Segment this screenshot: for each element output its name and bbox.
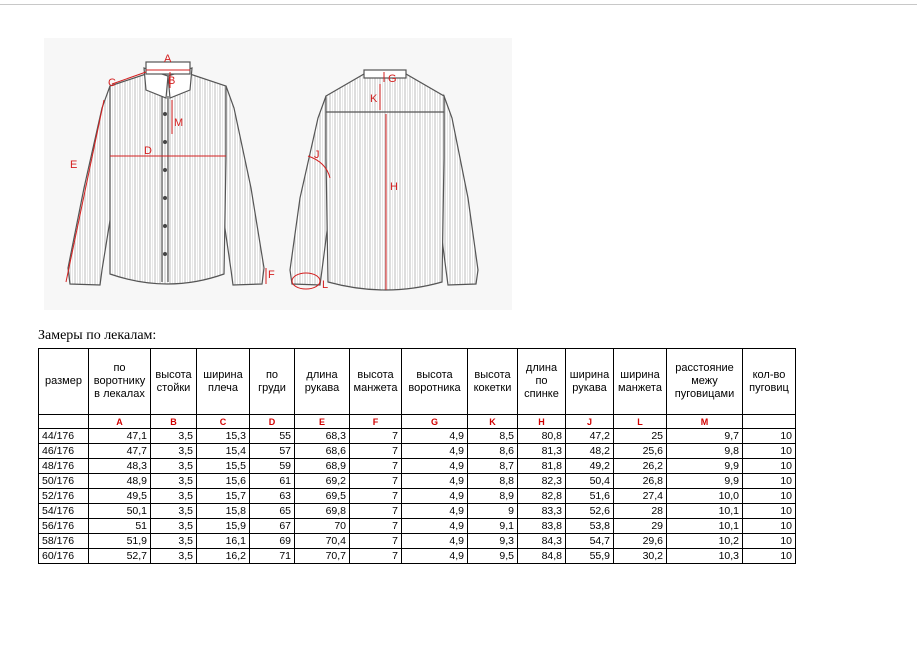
value-cell: 84,3 xyxy=(518,534,566,549)
value-cell: 59 xyxy=(250,459,295,474)
value-cell: 9,7 xyxy=(667,429,743,444)
value-cell: 27,4 xyxy=(614,489,667,504)
value-cell: 9,9 xyxy=(667,474,743,489)
value-cell: 70,4 xyxy=(295,534,350,549)
value-cell: 68,6 xyxy=(295,444,350,459)
value-cell: 69 xyxy=(250,534,295,549)
value-cell: 16,1 xyxy=(197,534,250,549)
value-cell: 3,5 xyxy=(151,459,197,474)
table-row xyxy=(39,474,796,489)
front-shirt xyxy=(68,62,264,285)
column-header: кол-во пуговиц xyxy=(743,349,796,415)
table-row xyxy=(39,519,796,534)
value-cell: 51 xyxy=(89,519,151,534)
value-cell: 81,8 xyxy=(518,459,566,474)
column-header: расстояние межу пуговицами xyxy=(667,349,743,415)
measurement-code: E xyxy=(295,415,350,429)
value-cell: 7 xyxy=(350,549,402,564)
table-row xyxy=(39,444,796,459)
back-shirt xyxy=(290,70,478,290)
value-cell: 15,4 xyxy=(197,444,250,459)
value-cell: 68,3 xyxy=(295,429,350,444)
value-cell: 4,9 xyxy=(402,549,468,564)
value-cell: 3,5 xyxy=(151,489,197,504)
value-cell: 3,5 xyxy=(151,504,197,519)
value-cell: 9,5 xyxy=(468,549,518,564)
value-cell: 3,5 xyxy=(151,444,197,459)
size-cell: 60/176 xyxy=(39,549,89,564)
svg-text:G: G xyxy=(388,73,397,85)
value-cell: 9 xyxy=(468,504,518,519)
value-cell: 63 xyxy=(250,489,295,504)
value-cell: 50,1 xyxy=(89,504,151,519)
column-header: высота кокетки xyxy=(468,349,518,415)
measurement-code: H xyxy=(518,415,566,429)
value-cell: 4,9 xyxy=(402,504,468,519)
measurement-code xyxy=(743,415,796,429)
measurement-code xyxy=(39,415,89,429)
value-cell: 65 xyxy=(250,504,295,519)
table-row xyxy=(39,549,796,564)
measurement-code: L xyxy=(614,415,667,429)
value-cell: 49,5 xyxy=(89,489,151,504)
table-row xyxy=(39,489,796,504)
value-cell: 47,1 xyxy=(89,429,151,444)
value-cell: 10 xyxy=(743,444,796,459)
column-header: ширина плеча xyxy=(197,349,250,415)
value-cell: 51,9 xyxy=(89,534,151,549)
measurement-code: J xyxy=(566,415,614,429)
value-cell: 3,5 xyxy=(151,519,197,534)
value-cell: 15,3 xyxy=(197,429,250,444)
value-cell: 9,1 xyxy=(468,519,518,534)
value-cell: 29 xyxy=(614,519,667,534)
svg-text:H: H xyxy=(390,181,398,193)
value-cell: 10 xyxy=(743,429,796,444)
value-cell: 70 xyxy=(295,519,350,534)
value-cell: 4,9 xyxy=(402,429,468,444)
measurement-code: M xyxy=(667,415,743,429)
value-cell: 29,6 xyxy=(614,534,667,549)
value-cell: 3,5 xyxy=(151,534,197,549)
value-cell: 7 xyxy=(350,534,402,549)
value-cell: 7 xyxy=(350,459,402,474)
size-cell: 48/176 xyxy=(39,459,89,474)
svg-text:E: E xyxy=(70,159,78,171)
value-cell: 15,8 xyxy=(197,504,250,519)
value-cell: 10 xyxy=(743,474,796,489)
value-cell: 8,6 xyxy=(468,444,518,459)
shirt-measurement-diagram xyxy=(44,38,512,310)
shirt-sketch xyxy=(44,38,512,310)
value-cell: 82,3 xyxy=(518,474,566,489)
svg-text:A: A xyxy=(164,53,172,65)
value-cell: 28 xyxy=(614,504,667,519)
measurement-code: G xyxy=(402,415,468,429)
value-cell: 7 xyxy=(350,429,402,444)
table-row xyxy=(39,429,796,444)
size-cell: 52/176 xyxy=(39,489,89,504)
column-header: ширина рукава xyxy=(566,349,614,415)
value-cell: 52,7 xyxy=(89,549,151,564)
measurement-code: D xyxy=(250,415,295,429)
column-header: размер xyxy=(39,349,89,415)
value-cell: 47,7 xyxy=(89,444,151,459)
value-cell: 69,5 xyxy=(295,489,350,504)
value-cell: 8,9 xyxy=(468,489,518,504)
column-header: высота манжета xyxy=(350,349,402,415)
top-divider xyxy=(0,4,917,5)
svg-text:L: L xyxy=(322,279,329,291)
value-cell: 26,8 xyxy=(614,474,667,489)
header-row xyxy=(39,349,796,415)
value-cell: 7 xyxy=(350,474,402,489)
value-cell: 9,8 xyxy=(667,444,743,459)
size-cell: 56/176 xyxy=(39,519,89,534)
value-cell: 7 xyxy=(350,519,402,534)
column-header: по воротнику в лекалах xyxy=(89,349,151,415)
value-cell: 47,2 xyxy=(566,429,614,444)
measurement-code: K xyxy=(468,415,518,429)
measurement-code: B xyxy=(151,415,197,429)
value-cell: 16,2 xyxy=(197,549,250,564)
value-cell: 4,9 xyxy=(402,534,468,549)
size-chart-table xyxy=(38,348,796,564)
value-cell: 4,9 xyxy=(402,459,468,474)
value-cell: 50,4 xyxy=(566,474,614,489)
value-cell: 51,6 xyxy=(566,489,614,504)
value-cell: 83,8 xyxy=(518,519,566,534)
value-cell: 55,9 xyxy=(566,549,614,564)
value-cell: 70,7 xyxy=(295,549,350,564)
value-cell: 53,8 xyxy=(566,519,614,534)
value-cell: 48,2 xyxy=(566,444,614,459)
value-cell: 4,9 xyxy=(402,474,468,489)
column-header: ширина манжета xyxy=(614,349,667,415)
measurement-code: C xyxy=(197,415,250,429)
size-cell: 58/176 xyxy=(39,534,89,549)
value-cell: 10,1 xyxy=(667,519,743,534)
svg-text:K: K xyxy=(370,93,378,105)
value-cell: 68,9 xyxy=(295,459,350,474)
svg-text:B: B xyxy=(168,75,176,87)
value-cell: 48,3 xyxy=(89,459,151,474)
size-cell: 44/176 xyxy=(39,429,89,444)
value-cell: 67 xyxy=(250,519,295,534)
table-row xyxy=(39,459,796,474)
value-cell: 4,9 xyxy=(402,519,468,534)
value-cell: 54,7 xyxy=(566,534,614,549)
value-cell: 4,9 xyxy=(402,489,468,504)
value-cell: 83,3 xyxy=(518,504,566,519)
value-cell: 69,2 xyxy=(295,474,350,489)
value-cell: 49,2 xyxy=(566,459,614,474)
svg-text:D: D xyxy=(144,145,152,157)
value-cell: 55 xyxy=(250,429,295,444)
column-header: по груди xyxy=(250,349,295,415)
value-cell: 61 xyxy=(250,474,295,489)
value-cell: 7 xyxy=(350,504,402,519)
measurement-code: A xyxy=(89,415,151,429)
table-row xyxy=(39,504,796,519)
svg-text:J: J xyxy=(314,149,320,161)
size-cell: 46/176 xyxy=(39,444,89,459)
table-caption: Замеры по лекалам: xyxy=(38,328,157,343)
value-cell: 10 xyxy=(743,489,796,504)
value-cell: 10 xyxy=(743,459,796,474)
value-cell: 8,5 xyxy=(468,429,518,444)
value-cell: 69,8 xyxy=(295,504,350,519)
value-cell: 26,2 xyxy=(614,459,667,474)
value-cell: 10 xyxy=(743,534,796,549)
value-cell: 9,3 xyxy=(468,534,518,549)
value-cell: 82,8 xyxy=(518,489,566,504)
svg-text:F: F xyxy=(268,269,275,281)
size-cell: 50/176 xyxy=(39,474,89,489)
column-header: высота воротника xyxy=(402,349,468,415)
value-cell: 71 xyxy=(250,549,295,564)
value-cell: 7 xyxy=(350,444,402,459)
svg-text:C: C xyxy=(108,77,116,89)
value-cell: 57 xyxy=(250,444,295,459)
column-header: высота стойки xyxy=(151,349,197,415)
size-cell: 54/176 xyxy=(39,504,89,519)
column-header: длина рукава xyxy=(295,349,350,415)
value-cell: 10,1 xyxy=(667,504,743,519)
column-header: длина по спинке xyxy=(518,349,566,415)
value-cell: 25 xyxy=(614,429,667,444)
value-cell: 7 xyxy=(350,489,402,504)
value-cell: 10 xyxy=(743,504,796,519)
table-row xyxy=(39,534,796,549)
code-row xyxy=(39,415,796,429)
value-cell: 84,8 xyxy=(518,549,566,564)
value-cell: 4,9 xyxy=(402,444,468,459)
value-cell: 3,5 xyxy=(151,429,197,444)
value-cell: 80,8 xyxy=(518,429,566,444)
value-cell: 10 xyxy=(743,549,796,564)
value-cell: 8,8 xyxy=(468,474,518,489)
value-cell: 81,3 xyxy=(518,444,566,459)
value-cell: 52,6 xyxy=(566,504,614,519)
value-cell: 48,9 xyxy=(89,474,151,489)
value-cell: 10,3 xyxy=(667,549,743,564)
value-cell: 15,7 xyxy=(197,489,250,504)
value-cell: 10,2 xyxy=(667,534,743,549)
table-body xyxy=(39,429,796,564)
measurement-code: F xyxy=(350,415,402,429)
value-cell: 10 xyxy=(743,519,796,534)
value-cell: 30,2 xyxy=(614,549,667,564)
value-cell: 3,5 xyxy=(151,549,197,564)
value-cell: 15,5 xyxy=(197,459,250,474)
value-cell: 8,7 xyxy=(468,459,518,474)
value-cell: 3,5 xyxy=(151,474,197,489)
svg-text:M: M xyxy=(174,117,184,129)
value-cell: 10,0 xyxy=(667,489,743,504)
value-cell: 25,6 xyxy=(614,444,667,459)
value-cell: 9,9 xyxy=(667,459,743,474)
value-cell: 15,9 xyxy=(197,519,250,534)
value-cell: 15,6 xyxy=(197,474,250,489)
